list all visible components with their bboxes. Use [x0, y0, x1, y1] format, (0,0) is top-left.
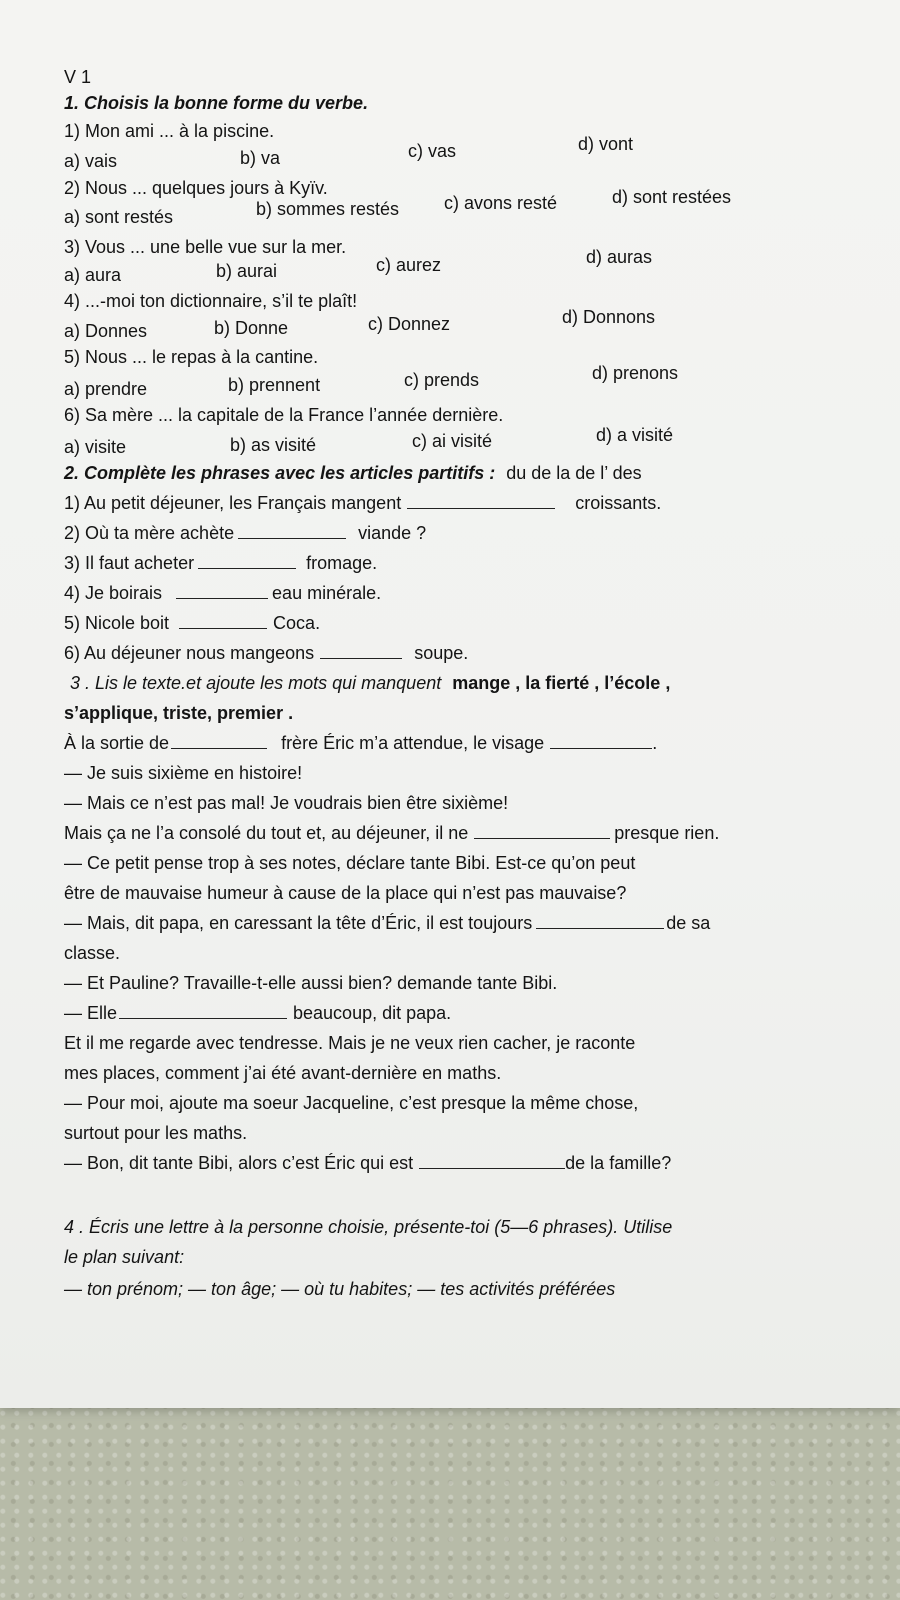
ex1-title: 1. Choisis la bonne forme du verbe. [64, 93, 369, 113]
item-text: 2) Où ta mère achète [64, 523, 235, 543]
option-c: c) prends [404, 370, 480, 390]
answer-blank[interactable] [179, 612, 267, 629]
option-a: a) prendre [64, 379, 148, 399]
item-text: 1) Au petit déjeuner, les Français mangent [64, 493, 402, 513]
question-text: 3) Vous ... une belle vue sur la mer. [64, 237, 347, 257]
answer-blank[interactable] [419, 1152, 565, 1169]
item-text: 4) Je boirais [64, 583, 163, 603]
answer-blank[interactable] [474, 822, 610, 839]
ex2-title [64, 462, 642, 484]
item-text: 5) Nicole boit [64, 613, 170, 633]
answer-blank[interactable] [536, 912, 664, 929]
text-line-4 [64, 822, 719, 844]
option-c: c) aurez [376, 255, 442, 275]
text-line-13: — Pour moi, ajoute ma soeur Jacqueline, c’est presque la même chose, [64, 1093, 639, 1113]
option-b: b) prennent [228, 375, 321, 395]
ex2-item-4 [64, 582, 381, 604]
item-end: viande ? [358, 523, 427, 543]
ex3-instruction: 3 . Lis le texte.et ajoute les mots qui manquent [70, 673, 442, 693]
option-b: b) aurai [216, 261, 278, 281]
ex3-title [70, 672, 670, 694]
question-text: 5) Nous ... le repas à la cantine. [64, 347, 319, 367]
option-d: d) auras [586, 247, 653, 267]
option-a: a) Donnes [64, 321, 148, 341]
answer-blank[interactable] [320, 642, 402, 659]
item-end: eau minérale. [272, 583, 382, 603]
option-b: b) va [240, 148, 281, 168]
text-part: beaucoup, dit papa. [293, 1003, 452, 1023]
answer-blank[interactable] [171, 732, 267, 749]
option-c: c) ai visité [412, 431, 493, 451]
option-d: d) sont restées [612, 187, 732, 207]
text-part: presque rien. [614, 823, 720, 843]
answer-blank[interactable] [119, 1002, 287, 1019]
text-line-6: être de mauvaise humeur à cause de la place qui n’est pas mauvaise? [64, 883, 627, 903]
option-a: a) sont restés [64, 207, 174, 227]
text-line-1 [64, 732, 657, 754]
option-d: d) a visité [596, 425, 674, 445]
question-text: 4) ...-moi ton dictionnaire, s’il te plaît! [64, 291, 358, 311]
variant-label: V 1 [64, 67, 92, 87]
option-d: d) prenons [592, 363, 679, 383]
ex2-item-6 [64, 642, 468, 664]
option-b: b) sommes restés [256, 199, 400, 219]
ex2-instruction: 2. Complète les phrases avec les articles partitifs : [64, 463, 496, 483]
text-part: frère Éric m’a attendue, le visage [281, 733, 545, 753]
text-line-9: — Et Pauline? Travaille-t-elle aussi bien? demande tante Bibi. [64, 973, 558, 993]
text-part: de sa [666, 913, 711, 933]
text-line-7 [64, 912, 710, 934]
option-a: a) vais [64, 151, 118, 171]
text-part: de la famille? [565, 1153, 672, 1173]
option-c: c) Donnez [368, 314, 451, 334]
item-text: 6) Au déjeuner nous mangeons [64, 643, 315, 663]
text-part: — Elle [64, 1003, 118, 1023]
question-text: 1) Mon ami ... à la piscine. [64, 121, 275, 141]
item-end: fromage. [306, 553, 378, 573]
answer-blank[interactable] [550, 732, 652, 749]
text-part: . [652, 733, 658, 753]
ex3-word-list: mange , la fierté , l’école , [452, 673, 671, 693]
text-part: — Bon, dit tante Bibi, alors c’est Éric qui est [64, 1153, 414, 1173]
text-line-14: surtout pour les maths. [64, 1123, 248, 1143]
option-c: c) vas [408, 141, 457, 161]
answer-blank[interactable] [238, 522, 346, 539]
option-d: d) vont [578, 134, 634, 154]
text-line-8: classe. [64, 943, 121, 963]
text-part: — Mais, dit papa, en caressant la tête d’Éric, il est toujours [64, 913, 533, 933]
table-surface [0, 1395, 900, 1600]
ex3-word-list-cont: s’applique, triste, premier . [64, 703, 294, 723]
ex2-item-1 [64, 492, 661, 514]
ex2-item-5 [64, 612, 320, 634]
ex4-instruction-cont: le plan suivant: [64, 1247, 185, 1267]
ex2-article-list: du de la de l’ des [506, 463, 642, 483]
option-a: a) visite [64, 437, 127, 457]
answer-blank[interactable] [176, 582, 268, 599]
answer-blank[interactable] [407, 492, 555, 509]
text-line-12: mes places, comment j’ai été avant-dernière en maths. [64, 1063, 502, 1083]
text-line-3: — Mais ce n’est pas mal! Je voudrais bien être sixième! [64, 793, 509, 813]
option-d: d) Donnons [562, 307, 656, 327]
option-b: b) Donne [214, 318, 289, 338]
option-a: a) aura [64, 265, 122, 285]
option-b: b) as visité [230, 435, 317, 455]
text-part: À la sortie de [64, 733, 170, 753]
ex4-instruction: 4 . Écris une lettre à la personne choisie, présente-toi (5—6 phrases). Utilise [64, 1217, 673, 1237]
option-c: c) avons resté [444, 193, 558, 213]
answer-blank[interactable] [198, 552, 296, 569]
text-line-10 [64, 1002, 451, 1024]
question-text: 2) Nous ... quelques jours à Kyïv. [64, 178, 328, 198]
item-end: croissants. [575, 493, 662, 513]
ex2-item-2 [64, 522, 426, 544]
ex4-plan: — ton prénom; — ton âge; — où tu habites; — tes activités préférées [64, 1279, 616, 1299]
item-text: 3) Il faut acheter [64, 553, 195, 573]
text-line-5: — Ce petit pense trop à ses notes, déclare tante Bibi. Est-ce qu’on peut [64, 853, 636, 873]
question-text: 6) Sa mère ... la capitale de la France l’année dernière. [64, 405, 504, 425]
text-line-2: — Je suis sixième en histoire! [64, 763, 303, 783]
item-end: soupe. [414, 643, 469, 663]
item-end: Coca. [273, 613, 321, 633]
text-line-15 [64, 1152, 671, 1174]
ex2-item-3 [64, 552, 377, 574]
text-line-11: Et il me regarde avec tendresse. Mais je ne veux rien cacher, je raconte [64, 1033, 636, 1053]
text-part: Mais ça ne l’a consolé du tout et, au déjeuner, il ne [64, 823, 469, 843]
